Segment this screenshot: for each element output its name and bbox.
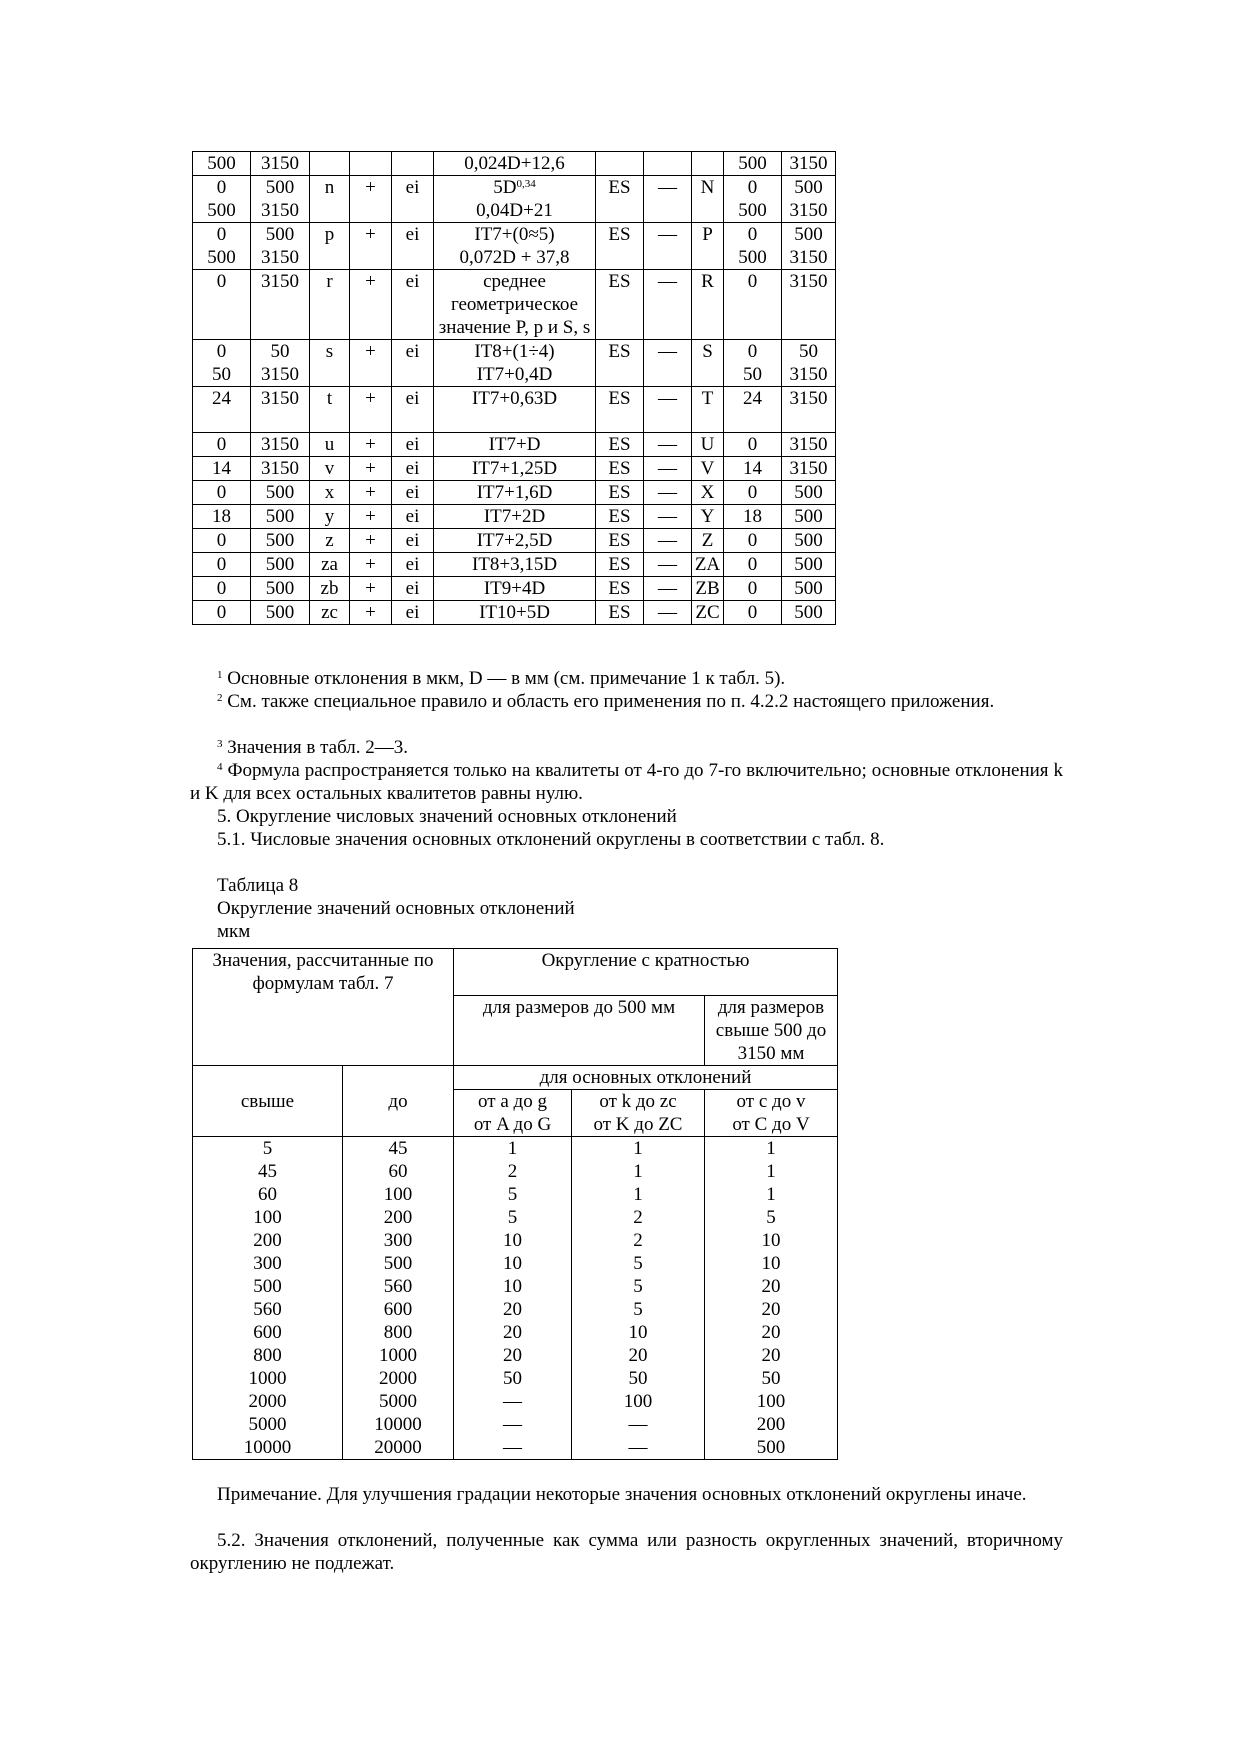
table-7-cell: 500 [782, 505, 836, 529]
table-7-cell: ES [596, 529, 644, 553]
table-7-cell: 3150 [251, 152, 310, 176]
table-7-cell: — [644, 553, 692, 577]
table-7-cell: p [310, 223, 350, 270]
table-8-cell: 100 [343, 1183, 454, 1206]
table-8-cell: — [454, 1436, 572, 1460]
table-7-cell: 3150 [782, 433, 836, 457]
table-7-cell: 0 [724, 433, 782, 457]
table-7-cell: + [350, 340, 392, 387]
table-7-cell: 500 [782, 601, 836, 625]
table-8-cell: 2 [454, 1160, 572, 1183]
table-8-cell: 20 [705, 1344, 838, 1367]
table-7-row [193, 152, 836, 176]
table-8-unit: мкм [217, 921, 251, 942]
table-7-cell: 50 3150 [251, 340, 310, 387]
table-7-cell: 500 3150 [782, 176, 836, 223]
table-7-cell: 500 [782, 529, 836, 553]
table-7 [192, 151, 836, 625]
table-8-cell: 2 [572, 1206, 705, 1229]
table-7-cell: 50 3150 [782, 340, 836, 387]
table-8-cell: 10000 [193, 1436, 343, 1460]
table-7-cell: Y [692, 505, 724, 529]
table-7-cell: — [644, 387, 692, 433]
table-8-cell: 2000 [343, 1367, 454, 1390]
table-7-cell: ei [392, 481, 434, 505]
table-7-row [193, 553, 836, 577]
table-7-cell: S [692, 340, 724, 387]
table-7-cell: 0 50 [193, 340, 251, 387]
table-7-cell: 0 [724, 270, 782, 340]
table-8-cell: 10 [454, 1275, 572, 1298]
table-8-cell: 5 [572, 1275, 705, 1298]
table-8-cell: 800 [343, 1321, 454, 1344]
table-7-cell: v [310, 457, 350, 481]
table-7-cell: 0 [724, 577, 782, 601]
table-7-cell: ei [392, 270, 434, 340]
table-7-cell: среднее геометрическое значение P, p и S, s [434, 270, 596, 340]
table-7-cell: z [310, 529, 350, 553]
table-7-row [193, 505, 836, 529]
table-7-cell: U [692, 433, 724, 457]
table-7-cell: + [350, 481, 392, 505]
footnote-4: $^4$ Формула распространяется только на квалитеты от 4-го до 7-го включительно; основные отклонения k и K для всех остальных квалитетов равны нулю. [190, 760, 1063, 804]
table-7-cell: t [310, 387, 350, 433]
table-7-row [193, 457, 836, 481]
table-8-cell: 5 [193, 1137, 343, 1161]
th-over-500: для размеров свыше 500 до 3150 мм [705, 996, 838, 1066]
table-7-cell: IT7+0,63D [434, 387, 596, 433]
table-8-cell: 10000 [343, 1413, 454, 1436]
table-7-cell: + [350, 433, 392, 457]
table-7-cell: — [644, 481, 692, 505]
table-7-cell: y [310, 505, 350, 529]
table-8-cell: 1 [705, 1137, 838, 1161]
table-7-cell: 500 [251, 529, 310, 553]
table-8-row [193, 1229, 838, 1252]
table-8-cell: 20000 [343, 1436, 454, 1460]
table-7-cell: zc [310, 601, 350, 625]
table-7-cell: 500 3150 [782, 223, 836, 270]
table-7-cell: + [350, 457, 392, 481]
table-7-cell: ES [596, 577, 644, 601]
table-8-cell: 10 [705, 1229, 838, 1252]
table-8-cell: 200 [705, 1413, 838, 1436]
table-7-cell: IT8+3,15D [434, 553, 596, 577]
table-7-cell: — [644, 340, 692, 387]
table-7-row [193, 176, 836, 223]
table-7-cell: IT7+2D [434, 505, 596, 529]
table-7-cell: IT9+4D [434, 577, 596, 601]
table-7-cell: ei [392, 553, 434, 577]
section-5-2: 5.2. Значения отклонений, полученные как сумма или разность округленных значений, вторичному округлению не подлежат. [190, 1530, 1063, 1574]
table-7-cell: ei [392, 457, 434, 481]
table-7-cell: + [350, 223, 392, 270]
table-8-cell: — [454, 1390, 572, 1413]
table-8-cell: 2 [572, 1229, 705, 1252]
table-7-cell: R [692, 270, 724, 340]
table-8-cell: 20 [454, 1344, 572, 1367]
table-7-cell: 0 500 [724, 223, 782, 270]
table-7-cell: ES [596, 433, 644, 457]
table-7-cell: ZC [692, 601, 724, 625]
table-7-cell: + [350, 176, 392, 223]
table-8-cell: 1000 [343, 1344, 454, 1367]
table-7-cell: ES [596, 223, 644, 270]
table-8-row [193, 1367, 838, 1390]
table-8-title: Округление значений основных отклонений [217, 898, 575, 919]
table-8-row [193, 1160, 838, 1183]
table-7-row [193, 270, 836, 340]
table-8-cell: 20 [705, 1321, 838, 1344]
table-7-cell: + [350, 529, 392, 553]
table-8-cell: 10 [454, 1229, 572, 1252]
table-8-cell: 1 [572, 1160, 705, 1183]
table-7-cell: 0 500 [193, 176, 251, 223]
table-8-row [193, 1275, 838, 1298]
table-7-cell: 24 [193, 387, 251, 433]
table-7-cell: 500 [782, 553, 836, 577]
table-8-cell: 600 [343, 1298, 454, 1321]
th-calculated-values: Значения, рассчитанные по формулам табл. 7 [193, 949, 454, 1066]
table-8-cell: 500 [705, 1436, 838, 1460]
table-7-row [193, 433, 836, 457]
table-7-cell: 500 [251, 553, 310, 577]
table-7-cell: ei [392, 387, 434, 433]
footnote-1: $^1$ Основные отклонения в мкм, D — в мм (см. примечание 1 к табл. 5). [217, 668, 786, 689]
table-8-row [193, 1390, 838, 1413]
table-7-cell: 500 [251, 577, 310, 601]
table-8-cell: 300 [343, 1229, 454, 1252]
table-7-cell: ES [596, 505, 644, 529]
table-7-cell: 500 [193, 152, 251, 176]
table-7-cell: — [644, 270, 692, 340]
table-7-cell: ES [596, 340, 644, 387]
table-7-cell: + [350, 270, 392, 340]
table-7-cell: 500 [724, 152, 782, 176]
table-8-cell: 5000 [343, 1390, 454, 1413]
table-7-cell: 500 [782, 577, 836, 601]
table-7-cell: 3150 [782, 457, 836, 481]
table-7-cell: + [350, 387, 392, 433]
table-8-cell: 5 [454, 1183, 572, 1206]
table-7-cell: — [644, 529, 692, 553]
table-8-cell: 100 [705, 1390, 838, 1413]
table-8-cell: 600 [193, 1321, 343, 1344]
table-7-cell: 500 3150 [251, 223, 310, 270]
table-7-cell: 0,024D+12,6 [434, 152, 596, 176]
table-7-cell: ES [596, 457, 644, 481]
table-7-cell: Z [692, 529, 724, 553]
table-7-cell: 500 3150 [251, 176, 310, 223]
table-7-cell: — [644, 433, 692, 457]
footnote-3: $^3$ Значения в табл. 2—3. [217, 737, 409, 758]
table-7-row [193, 577, 836, 601]
table-8-cell: 1 [705, 1183, 838, 1206]
table-8-row [193, 1137, 838, 1161]
table-8-cell: — [572, 1436, 705, 1460]
table-7-cell: — [644, 577, 692, 601]
table-7-cell [692, 152, 724, 176]
table-8-note: Примечание. Для улучшения градации некоторые значения основных отклонений округлены иначе. [217, 1484, 1027, 1505]
footnote-2: $^2$ См. также специальное правило и область его применения по п. 4.2.2 настоящего приложения. [217, 691, 995, 712]
table-8-cell: 560 [193, 1298, 343, 1321]
table-8-cell: 1 [572, 1137, 705, 1161]
table-7-cell: ei [392, 223, 434, 270]
table-7-cell: 0 [193, 553, 251, 577]
section-5-1: 5.1. Числовые значения основных отклонений округлены в соответствии с табл. 8. [217, 829, 885, 850]
table-7-cell: — [644, 505, 692, 529]
table-7-cell: ei [392, 176, 434, 223]
table-7-cell: ZB [692, 577, 724, 601]
table-8-cell: 20 [705, 1275, 838, 1298]
table-8-cell: 100 [193, 1206, 343, 1229]
table-8-cell: 100 [572, 1390, 705, 1413]
table-7-cell: 500 [782, 481, 836, 505]
table-7-cell: 0 [193, 433, 251, 457]
table-7-cell: ES [596, 481, 644, 505]
table-7-cell: X [692, 481, 724, 505]
table-7-cell [310, 152, 350, 176]
table-7-cell: ei [392, 577, 434, 601]
table-7-cell: T [692, 387, 724, 433]
table-7-cell: 3150 [251, 433, 310, 457]
table-8-cell: 1 [454, 1137, 572, 1161]
table-7-cell: — [644, 457, 692, 481]
table-7-cell: 3150 [782, 270, 836, 340]
table-7-cell: 0 [193, 577, 251, 601]
th-basic-deviations: для основных отклонений [454, 1066, 838, 1090]
table-7-cell: V [692, 457, 724, 481]
table-8-cell: 5 [705, 1206, 838, 1229]
table-7-row [193, 387, 836, 433]
table-7-cell: + [350, 577, 392, 601]
table-8-cell: — [454, 1413, 572, 1436]
th-over: свыше [193, 1066, 343, 1137]
table-7-cell: 0 [724, 601, 782, 625]
section-5-heading: 5. Округление числовых значений основных отклонений [217, 806, 677, 827]
table-7-cell: r [310, 270, 350, 340]
table-8-cell: — [572, 1413, 705, 1436]
table-8-cell: 60 [343, 1160, 454, 1183]
table-7-cell: N [692, 176, 724, 223]
table-8-cell: 300 [193, 1252, 343, 1275]
table-7-cell: ei [392, 601, 434, 625]
table-7-cell: 3150 [251, 270, 310, 340]
table-7-cell: 0 500 [724, 176, 782, 223]
table-8-row [193, 1252, 838, 1275]
table-7-cell: ES [596, 553, 644, 577]
table-7-cell: za [310, 553, 350, 577]
table-7-row [193, 481, 836, 505]
table-7-cell: s [310, 340, 350, 387]
table-8-cell: 20 [454, 1321, 572, 1344]
table-8-cell: 500 [343, 1252, 454, 1275]
formula-exponent: 0,34 [516, 178, 536, 190]
table-7-cell: ES [596, 270, 644, 340]
table-7-cell: 0 [193, 529, 251, 553]
th-c-to-v: от c до v от C до V [705, 1090, 838, 1137]
table-8-cell: 20 [572, 1344, 705, 1367]
table-7-cell: 3150 [251, 387, 310, 433]
table-8-cell: 5 [572, 1298, 705, 1321]
table-8-cell: 800 [193, 1344, 343, 1367]
table-7-cell: IT8+(1÷4) IT7+0,4D [434, 340, 596, 387]
th-k-to-zc: от k до zc от K до ZC [572, 1090, 705, 1137]
table-8-cell: 1 [705, 1160, 838, 1183]
table-7-cell: IT10+5D [434, 601, 596, 625]
table-8 [192, 948, 838, 1460]
table-7-cell: P [692, 223, 724, 270]
table-7-cell [392, 152, 434, 176]
table-7-cell: 14 [193, 457, 251, 481]
table-7-cell: 24 [724, 387, 782, 433]
table-7-cell: IT7+2,5D [434, 529, 596, 553]
table-8-cell: 2000 [193, 1390, 343, 1413]
table-7-cell: IT7+(0≈5) 0,072D + 37,8 [434, 223, 596, 270]
table-7-cell: 0 50 [724, 340, 782, 387]
table-8-cell: 200 [343, 1206, 454, 1229]
table-8-row [193, 1298, 838, 1321]
th-rounding: Округление с кратностью [454, 949, 838, 996]
th-a-to-g: от a до g от A до G [454, 1090, 572, 1137]
table-7-cell: 0 500 [193, 223, 251, 270]
table-7-cell: 0 [724, 481, 782, 505]
table-8-cell: 10 [572, 1321, 705, 1344]
table-8-cell: 50 [572, 1367, 705, 1390]
table-7-cell: zb [310, 577, 350, 601]
table-7-cell: 0 [724, 553, 782, 577]
table-7-row [193, 340, 836, 387]
table-7-row [193, 223, 836, 270]
table-8-cell: 1000 [193, 1367, 343, 1390]
table-7-cell: ei [392, 340, 434, 387]
table-7-cell [596, 152, 644, 176]
th-up-to-500: для размеров до 500 мм [454, 996, 705, 1066]
table-8-cell: 60 [193, 1183, 343, 1206]
table-8-cell: 200 [193, 1229, 343, 1252]
table-7-cell: 3150 [782, 152, 836, 176]
table-7-cell: ZA [692, 553, 724, 577]
table-7-cell: 3150 [251, 457, 310, 481]
table-8-cell: 45 [343, 1137, 454, 1161]
table-7-cell: 3150 [782, 387, 836, 433]
table-8-cell: 20 [705, 1298, 838, 1321]
table-8-cell: 10 [705, 1252, 838, 1275]
table-7-cell: + [350, 601, 392, 625]
table-7-cell: ES [596, 601, 644, 625]
table-7-cell: — [644, 601, 692, 625]
table-7-row [193, 601, 836, 625]
table-7-cell: 18 [193, 505, 251, 529]
table-7-cell: — [644, 176, 692, 223]
table-7-cell: + [350, 553, 392, 577]
table-7-cell: IT7+1,6D [434, 481, 596, 505]
table-8-row [193, 1206, 838, 1229]
table-7-cell: IT7+1,25D [434, 457, 596, 481]
table-7-cell: x [310, 481, 350, 505]
table-7-cell [350, 152, 392, 176]
table-8-cell: 560 [343, 1275, 454, 1298]
table-7-cell [644, 152, 692, 176]
table-7-cell: 500 [251, 601, 310, 625]
table-8-cell: 5 [454, 1206, 572, 1229]
table-8-cell: 50 [454, 1367, 572, 1390]
table-7-cell: 500 [251, 505, 310, 529]
table-7-cell: + [350, 505, 392, 529]
table-8-cell: 20 [454, 1298, 572, 1321]
table-7-cell: ES [596, 387, 644, 433]
table-7-cell: 18 [724, 505, 782, 529]
table-8-row [193, 1436, 838, 1460]
table-7-cell: 0 [193, 270, 251, 340]
table-8-row [193, 1321, 838, 1344]
table-8-cell: 500 [193, 1275, 343, 1298]
table-7-cell: ei [392, 505, 434, 529]
table-7-row [193, 529, 836, 553]
table-7-cell: — [644, 223, 692, 270]
table-8-cell: 50 [705, 1367, 838, 1390]
table-8-cell: 5000 [193, 1413, 343, 1436]
table-7-cell: n [310, 176, 350, 223]
table-7-cell: 0 [193, 481, 251, 505]
th-to: до [343, 1066, 454, 1137]
table-7-cell: ES [596, 176, 644, 223]
table-7-cell: 0 [193, 601, 251, 625]
table-7-cell: 14 [724, 457, 782, 481]
table-8-row [193, 1413, 838, 1436]
table-8-cell: 10 [454, 1252, 572, 1275]
table-8-cell: 5 [572, 1252, 705, 1275]
table-7-cell: 500 [251, 481, 310, 505]
table-8-cell: 1 [572, 1183, 705, 1206]
table-8-row [193, 1183, 838, 1206]
table-7-cell: ei [392, 433, 434, 457]
table-8-cell: 45 [193, 1160, 343, 1183]
table-7-cell: $5D^{0,34}$ 0,04D+21 [434, 176, 596, 223]
table-8-body [193, 1137, 838, 1460]
table-8-row [193, 1344, 838, 1367]
table-8-label: Таблица 8 [217, 875, 299, 896]
table-7-cell: u [310, 433, 350, 457]
table-7-cell: 0 [724, 529, 782, 553]
table-7-cell: ei [392, 529, 434, 553]
table-7-cell: IT7+D [434, 433, 596, 457]
table-7-body [193, 152, 836, 625]
